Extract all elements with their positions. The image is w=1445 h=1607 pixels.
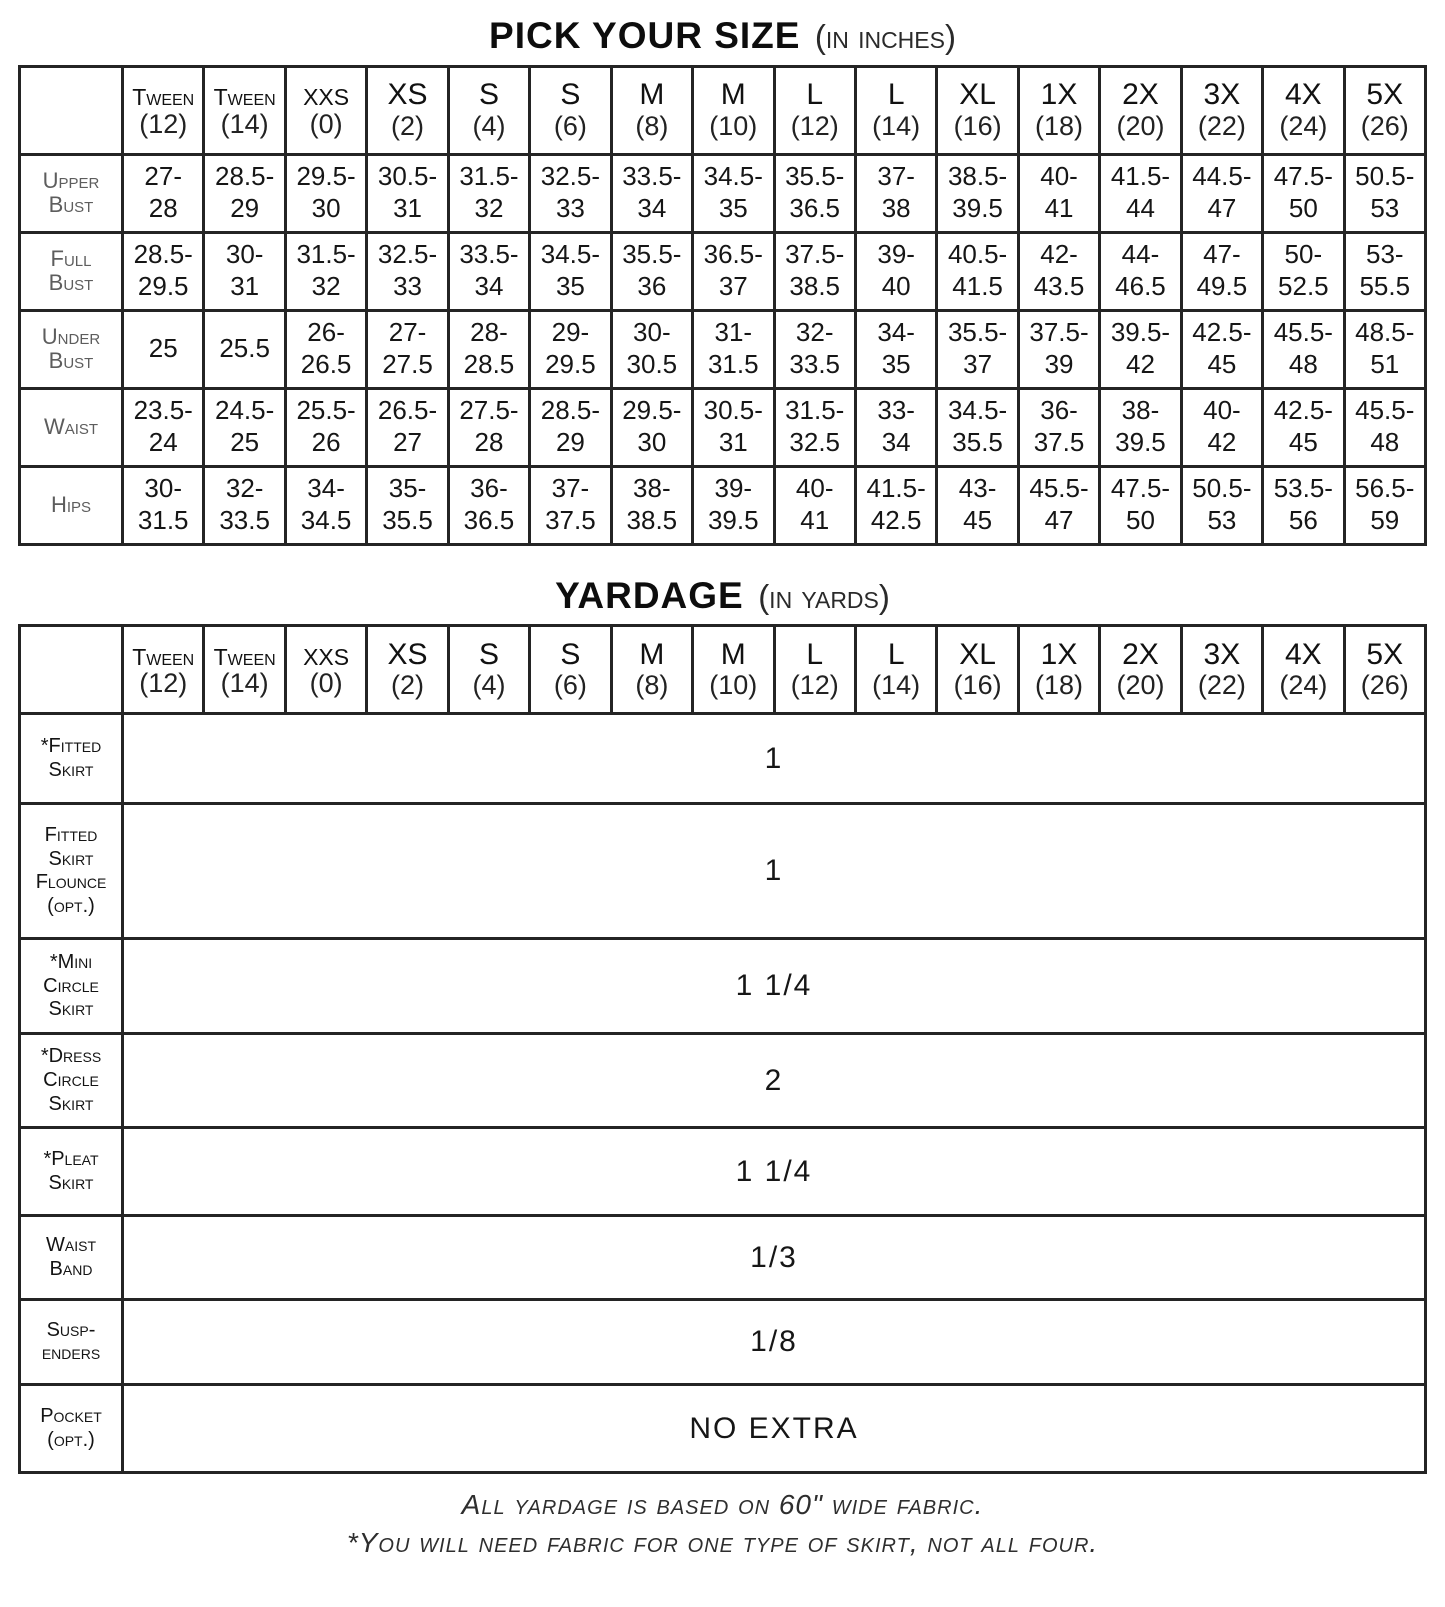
measurement-value-cell: 28.5- 29.5 bbox=[123, 232, 204, 310]
measurement-value-cell: 32- 33.5 bbox=[204, 466, 285, 544]
yardage-label: Susp- enders bbox=[20, 1300, 123, 1385]
measurement-value-cell: 28.5- 29 bbox=[204, 154, 285, 232]
measurement-value-cell: 40- 42 bbox=[1181, 388, 1262, 466]
measurement-value-cell: 35- 35.5 bbox=[367, 466, 448, 544]
yardage-table-body bbox=[20, 714, 1426, 1473]
size-column-header: 5X (26) bbox=[1344, 66, 1425, 154]
measurement-value-cell: 47.5- 50 bbox=[1263, 154, 1344, 232]
size-column-header: S (6) bbox=[530, 66, 611, 154]
measurement-value-cell: 34.5- 35 bbox=[530, 232, 611, 310]
yardage-table-header-row bbox=[20, 626, 1426, 714]
yardage-value-cell: 1/8 bbox=[123, 1300, 1426, 1385]
measurement-value-cell: 31.5- 32 bbox=[285, 232, 366, 310]
size-table-body bbox=[20, 154, 1426, 544]
yardage-table bbox=[18, 624, 1427, 1474]
size-column-header: 4X (24) bbox=[1263, 626, 1344, 714]
measurement-row bbox=[20, 154, 1426, 232]
measurement-value-cell: 31.5- 32.5 bbox=[774, 388, 855, 466]
size-column-header: L (14) bbox=[855, 66, 936, 154]
measurement-value-cell: 41.5- 42.5 bbox=[855, 466, 936, 544]
size-column-header: XS (2) bbox=[367, 626, 448, 714]
size-column-header: Tween (14) bbox=[204, 66, 285, 154]
measurement-value-cell: 25.5 bbox=[204, 310, 285, 388]
size-table-title-units: (in inches) bbox=[814, 18, 956, 55]
measurement-value-cell: 53- 55.5 bbox=[1344, 232, 1425, 310]
measurement-value-cell: 35.5- 37 bbox=[937, 310, 1018, 388]
measurement-label: Hips bbox=[20, 466, 123, 544]
measurement-value-cell: 37- 37.5 bbox=[530, 466, 611, 544]
measurement-value-cell: 25.5- 26 bbox=[285, 388, 366, 466]
yardage-table-title-text: YARDAGE bbox=[555, 574, 744, 616]
measurement-label: Upper Bust bbox=[20, 154, 123, 232]
measurement-value-cell: 42.5- 45 bbox=[1181, 310, 1262, 388]
measurement-value-cell: 53.5- 56 bbox=[1263, 466, 1344, 544]
measurement-value-cell: 45.5- 48 bbox=[1344, 388, 1425, 466]
measurement-value-cell: 50.5- 53 bbox=[1344, 154, 1425, 232]
corner-cell bbox=[20, 66, 123, 154]
measurement-value-cell: 44- 46.5 bbox=[1100, 232, 1181, 310]
size-column-header: XS (2) bbox=[367, 66, 448, 154]
measurement-value-cell: 33- 34 bbox=[855, 388, 936, 466]
measurement-value-cell: 37- 38 bbox=[855, 154, 936, 232]
measurement-label: Under Bust bbox=[20, 310, 123, 388]
yardage-row bbox=[20, 939, 1426, 1034]
yardage-row bbox=[20, 1300, 1426, 1385]
size-table-header-row bbox=[20, 66, 1426, 154]
measurement-value-cell: 30.5- 31 bbox=[367, 154, 448, 232]
yardage-row bbox=[20, 1128, 1426, 1216]
measurement-value-cell: 39- 39.5 bbox=[693, 466, 774, 544]
size-column-header: 1X (18) bbox=[1018, 626, 1099, 714]
yardage-value-cell: 1 1/4 bbox=[123, 939, 1426, 1034]
measurement-value-cell: 33.5- 34 bbox=[611, 154, 692, 232]
yardage-row bbox=[20, 714, 1426, 804]
corner-cell bbox=[20, 626, 123, 714]
size-column-header: Tween (12) bbox=[123, 626, 204, 714]
measurement-value-cell: 26- 26.5 bbox=[285, 310, 366, 388]
measurement-value-cell: 37.5- 38.5 bbox=[774, 232, 855, 310]
measurement-value-cell: 30- 30.5 bbox=[611, 310, 692, 388]
measurement-value-cell: 56.5- 59 bbox=[1344, 466, 1425, 544]
size-column-header: Tween (14) bbox=[204, 626, 285, 714]
measurement-value-cell: 33.5- 34 bbox=[448, 232, 529, 310]
measurement-value-cell: 27- 28 bbox=[123, 154, 204, 232]
measurement-value-cell: 32- 33.5 bbox=[774, 310, 855, 388]
size-column-header: XL (16) bbox=[937, 626, 1018, 714]
yardage-label: *Dress Circle Skirt bbox=[20, 1034, 123, 1128]
measurement-value-cell: 31- 31.5 bbox=[693, 310, 774, 388]
measurement-value-cell: 40- 41 bbox=[774, 466, 855, 544]
measurement-value-cell: 32.5- 33 bbox=[367, 232, 448, 310]
size-column-header: M (10) bbox=[693, 66, 774, 154]
size-column-header: XXS (0) bbox=[285, 66, 366, 154]
yardage-row bbox=[20, 1216, 1426, 1300]
yardage-value-cell: 1/3 bbox=[123, 1216, 1426, 1300]
size-column-header: M (8) bbox=[611, 66, 692, 154]
measurement-value-cell: 34- 34.5 bbox=[285, 466, 366, 544]
yardage-row bbox=[20, 1385, 1426, 1473]
measurement-value-cell: 24.5- 25 bbox=[204, 388, 285, 466]
measurement-value-cell: 40.5- 41.5 bbox=[937, 232, 1018, 310]
measurement-value-cell: 42.5- 45 bbox=[1263, 388, 1344, 466]
yardage-label: Pocket (opt.) bbox=[20, 1385, 123, 1473]
measurement-value-cell: 34- 35 bbox=[855, 310, 936, 388]
size-column-header: S (4) bbox=[448, 66, 529, 154]
measurement-value-cell: 27.5- 28 bbox=[448, 388, 529, 466]
measurement-value-cell: 39.5- 42 bbox=[1100, 310, 1181, 388]
measurement-value-cell: 28.5- 29 bbox=[530, 388, 611, 466]
measurement-value-cell: 34.5- 35 bbox=[693, 154, 774, 232]
yardage-value-cell: 2 bbox=[123, 1034, 1426, 1128]
measurement-value-cell: 38- 39.5 bbox=[1100, 388, 1181, 466]
size-column-header: 2X (20) bbox=[1100, 66, 1181, 154]
yardage-value-cell: NO EXTRA bbox=[123, 1385, 1426, 1473]
yardage-value-cell: 1 bbox=[123, 804, 1426, 939]
measurement-value-cell: 45.5- 47 bbox=[1018, 466, 1099, 544]
measurement-row bbox=[20, 232, 1426, 310]
size-table-title-text: PICK YOUR SIZE bbox=[489, 15, 801, 56]
measurement-row bbox=[20, 388, 1426, 466]
size-table bbox=[18, 65, 1427, 546]
measurement-value-cell: 39- 40 bbox=[855, 232, 936, 310]
measurement-value-cell: 35.5- 36 bbox=[611, 232, 692, 310]
measurement-value-cell: 27- 27.5 bbox=[367, 310, 448, 388]
size-column-header: 1X (18) bbox=[1018, 66, 1099, 154]
measurement-value-cell: 38.5- 39.5 bbox=[937, 154, 1018, 232]
measurement-value-cell: 23.5- 24 bbox=[123, 388, 204, 466]
measurement-value-cell: 31.5- 32 bbox=[448, 154, 529, 232]
footnotes bbox=[0, 1486, 1445, 1562]
measurement-label: Waist bbox=[20, 388, 123, 466]
measurement-value-cell: 34.5- 35.5 bbox=[937, 388, 1018, 466]
size-column-header: 3X (22) bbox=[1181, 66, 1262, 154]
measurement-value-cell: 29- 29.5 bbox=[530, 310, 611, 388]
measurement-row bbox=[20, 466, 1426, 544]
yardage-table-title bbox=[0, 546, 1445, 617]
size-column-header: M (10) bbox=[693, 626, 774, 714]
size-column-header: L (12) bbox=[774, 66, 855, 154]
measurement-value-cell: 28- 28.5 bbox=[448, 310, 529, 388]
size-table-title bbox=[0, 0, 1445, 57]
measurement-value-cell: 42- 43.5 bbox=[1018, 232, 1099, 310]
measurement-value-cell: 30.5- 31 bbox=[693, 388, 774, 466]
measurement-value-cell: 40- 41 bbox=[1018, 154, 1099, 232]
size-column-header: 2X (20) bbox=[1100, 626, 1181, 714]
measurement-value-cell: 48.5- 51 bbox=[1344, 310, 1425, 388]
measurement-value-cell: 36- 36.5 bbox=[448, 466, 529, 544]
size-column-header: 5X (26) bbox=[1344, 626, 1425, 714]
measurement-value-cell: 30- 31.5 bbox=[123, 466, 204, 544]
yardage-value-cell: 1 bbox=[123, 714, 1426, 804]
size-column-header: S (6) bbox=[530, 626, 611, 714]
size-column-header: 3X (22) bbox=[1181, 626, 1262, 714]
yardage-row bbox=[20, 804, 1426, 939]
measurement-value-cell: 30- 31 bbox=[204, 232, 285, 310]
measurement-row bbox=[20, 310, 1426, 388]
measurement-label: Full Bust bbox=[20, 232, 123, 310]
size-column-header: XXS (0) bbox=[285, 626, 366, 714]
size-column-header: S (4) bbox=[448, 626, 529, 714]
size-column-header: L (14) bbox=[855, 626, 936, 714]
yardage-label: Waist Band bbox=[20, 1216, 123, 1300]
measurement-value-cell: 32.5- 33 bbox=[530, 154, 611, 232]
size-column-header: M (8) bbox=[611, 626, 692, 714]
yardage-label: *Pleat Skirt bbox=[20, 1128, 123, 1216]
measurement-value-cell: 37.5- 39 bbox=[1018, 310, 1099, 388]
measurement-value-cell: 35.5- 36.5 bbox=[774, 154, 855, 232]
footnote-skirt-note: *You will need fabric for one type of skirt, not all four. bbox=[346, 1527, 1099, 1559]
measurement-value-cell: 38- 38.5 bbox=[611, 466, 692, 544]
measurement-value-cell: 36- 37.5 bbox=[1018, 388, 1099, 466]
yardage-label: Fitted Skirt Flounce (opt.) bbox=[20, 804, 123, 939]
yardage-value-cell: 1 1/4 bbox=[123, 1128, 1426, 1216]
measurement-value-cell: 50- 52.5 bbox=[1263, 232, 1344, 310]
measurement-value-cell: 43- 45 bbox=[937, 466, 1018, 544]
size-column-header: L (12) bbox=[774, 626, 855, 714]
size-column-header: XL (16) bbox=[937, 66, 1018, 154]
measurement-value-cell: 47- 49.5 bbox=[1181, 232, 1262, 310]
measurement-value-cell: 25 bbox=[123, 310, 204, 388]
footnote-fabric-width: All yardage is based on 60" wide fabric. bbox=[461, 1489, 984, 1521]
measurement-value-cell: 47.5- 50 bbox=[1100, 466, 1181, 544]
measurement-value-cell: 26.5- 27 bbox=[367, 388, 448, 466]
size-column-header: Tween (12) bbox=[123, 66, 204, 154]
yardage-row bbox=[20, 1034, 1426, 1128]
measurement-value-cell: 41.5- 44 bbox=[1100, 154, 1181, 232]
measurement-value-cell: 44.5- 47 bbox=[1181, 154, 1262, 232]
measurement-value-cell: 36.5- 37 bbox=[693, 232, 774, 310]
yardage-label: *Fitted Skirt bbox=[20, 714, 123, 804]
yardage-table-title-units: (in yards) bbox=[758, 577, 890, 615]
yardage-label: *Mini Circle Skirt bbox=[20, 939, 123, 1034]
size-column-header: 4X (24) bbox=[1263, 66, 1344, 154]
measurement-value-cell: 50.5- 53 bbox=[1181, 466, 1262, 544]
measurement-value-cell: 45.5- 48 bbox=[1263, 310, 1344, 388]
measurement-value-cell: 29.5- 30 bbox=[285, 154, 366, 232]
measurement-value-cell: 29.5- 30 bbox=[611, 388, 692, 466]
